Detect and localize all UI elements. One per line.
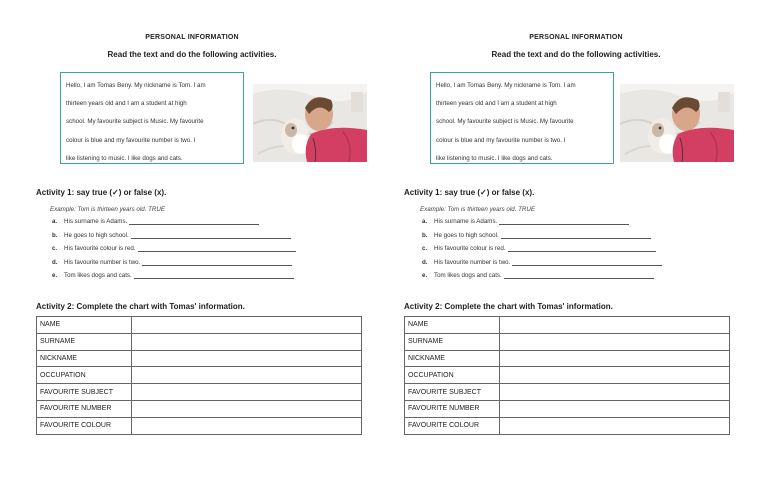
list-item bbox=[422, 245, 722, 259]
answer-line[interactable] bbox=[504, 272, 654, 279]
item-text: His surname is Adams. bbox=[434, 218, 498, 225]
chart-answer-cell[interactable] bbox=[500, 384, 730, 401]
chart-answer-cell[interactable] bbox=[500, 317, 730, 334]
answer-line[interactable] bbox=[138, 245, 296, 252]
chart-label: NAME bbox=[405, 317, 500, 334]
list-item bbox=[52, 272, 352, 286]
list-item bbox=[422, 218, 722, 232]
photo-image bbox=[253, 84, 367, 162]
activity1-title: Activity 1: say true (✓) or false (x). bbox=[36, 188, 167, 197]
item-letter: c. bbox=[52, 245, 58, 253]
chart-answer-cell[interactable] bbox=[132, 367, 362, 384]
worksheet-page-right bbox=[384, 0, 768, 484]
chart-label: SURNAME bbox=[405, 333, 500, 350]
table-row bbox=[405, 350, 730, 367]
item-letter: a. bbox=[52, 218, 58, 225]
table-row bbox=[37, 417, 362, 434]
item-letter: d. bbox=[422, 258, 428, 266]
reading-text-line: Hello, I am Tomas Beny. My nickname is Tom. I am bbox=[66, 82, 206, 89]
chart-label: FAVOURITE NUMBER bbox=[37, 400, 132, 417]
chart-answer-cell[interactable] bbox=[132, 333, 362, 350]
instructions: Read the text and do the following activities. bbox=[491, 50, 661, 59]
item-letter: e. bbox=[422, 272, 428, 280]
answer-line[interactable] bbox=[142, 259, 292, 266]
item-text: His favourite colour is red. bbox=[64, 245, 136, 253]
reading-text-line: colour is blue and my favourite number is two. I bbox=[66, 136, 196, 144]
list-item bbox=[52, 245, 352, 259]
table-row bbox=[37, 317, 362, 334]
list-item bbox=[52, 259, 352, 273]
chart-label: NICKNAME bbox=[405, 350, 500, 367]
chart-label: OCCUPATION bbox=[405, 367, 500, 384]
chart-answer-cell[interactable] bbox=[500, 350, 730, 367]
item-text: Tom likes dogs and cats. bbox=[434, 272, 502, 280]
answer-line[interactable] bbox=[512, 259, 662, 266]
chart-label: OCCUPATION bbox=[37, 367, 132, 384]
photo-boy-with-dog bbox=[620, 84, 734, 162]
answer-line[interactable] bbox=[508, 245, 656, 252]
activity1-items bbox=[52, 218, 352, 286]
table-row bbox=[37, 384, 362, 401]
item-letter: b. bbox=[422, 231, 428, 239]
item-letter: d. bbox=[52, 258, 58, 266]
information-chart bbox=[404, 316, 730, 435]
activity1-example: Example: Tom is thirteen years old. TRUE bbox=[420, 206, 535, 213]
chart-label: FAVOURITE SUBJECT bbox=[37, 384, 132, 401]
chart-answer-cell[interactable] bbox=[500, 367, 730, 384]
reading-text-line: colour is blue and my favourite number is two. I bbox=[436, 136, 566, 144]
chart-label: FAVOURITE SUBJECT bbox=[405, 384, 500, 401]
chart-answer-cell[interactable] bbox=[132, 400, 362, 417]
item-text: His surname is Adams. bbox=[64, 218, 128, 225]
chart-answer-cell[interactable] bbox=[132, 417, 362, 434]
answer-line[interactable] bbox=[501, 232, 651, 239]
page-title: PERSONAL INFORMATION bbox=[145, 34, 239, 41]
chart-label: FAVOURITE NUMBER bbox=[405, 400, 500, 417]
photo-boy-with-dog bbox=[253, 84, 367, 162]
table-row bbox=[405, 317, 730, 334]
table-row bbox=[405, 384, 730, 401]
reading-text-line: Hello, I am Tomas Beny. My nickname is Tom. I am bbox=[436, 82, 576, 89]
chart-answer-cell[interactable] bbox=[500, 400, 730, 417]
chart-answer-cell[interactable] bbox=[132, 384, 362, 401]
list-item bbox=[52, 232, 352, 246]
list-item bbox=[52, 218, 352, 232]
table-row bbox=[37, 367, 362, 384]
table-row bbox=[37, 400, 362, 417]
chart-answer-cell[interactable] bbox=[132, 317, 362, 334]
activity2-title: Activity 2: Complete the chart with Tomas' information. bbox=[404, 302, 613, 311]
list-item bbox=[422, 259, 722, 273]
reading-text-line: school. My favourite subject is Music. My favourite bbox=[66, 118, 204, 126]
chart-label: FAVOURITE COLOUR bbox=[37, 417, 132, 434]
table-row bbox=[405, 417, 730, 434]
reading-text-line: thirteen years old and I am a student at high bbox=[436, 100, 557, 108]
reading-text-line: thirteen years old and I am a student at high bbox=[66, 100, 187, 108]
answer-line[interactable] bbox=[499, 218, 629, 225]
item-text: He goes to high school. bbox=[434, 231, 499, 239]
chart-label: NAME bbox=[37, 317, 132, 334]
activity1-example: Example: Tom is thirteen years old. TRUE bbox=[50, 206, 165, 213]
answer-line[interactable] bbox=[131, 232, 291, 239]
instructions: Read the text and do the following activities. bbox=[107, 50, 277, 59]
list-item bbox=[422, 272, 722, 286]
item-text: His favourite number is two. bbox=[64, 258, 141, 266]
item-text: He goes to high school. bbox=[64, 231, 129, 239]
item-letter: b. bbox=[52, 231, 58, 239]
item-letter: c. bbox=[422, 245, 428, 253]
activity1-title: Activity 1: say true (✓) or false (x). bbox=[404, 188, 535, 197]
table-row bbox=[37, 333, 362, 350]
reading-text-line: school. My favourite subject is Music. My favourite bbox=[436, 118, 574, 126]
item-text: His favourite number is two. bbox=[434, 258, 511, 266]
chart-answer-cell[interactable] bbox=[132, 350, 362, 367]
activity1-items bbox=[422, 218, 722, 286]
reading-text-box bbox=[60, 72, 244, 164]
chart-label: NICKNAME bbox=[37, 350, 132, 367]
chart-label: SURNAME bbox=[37, 333, 132, 350]
chart-label: FAVOURITE COLOUR bbox=[405, 417, 500, 434]
table-row bbox=[405, 333, 730, 350]
item-letter: e. bbox=[52, 272, 58, 280]
chart-answer-cell[interactable] bbox=[500, 333, 730, 350]
answer-line[interactable] bbox=[134, 272, 294, 279]
information-chart bbox=[36, 316, 362, 435]
table-row bbox=[405, 400, 730, 417]
photo-image bbox=[620, 84, 734, 162]
item-letter: a. bbox=[422, 218, 428, 225]
list-item bbox=[422, 232, 722, 246]
item-text: Tom likes dogs and cats. bbox=[64, 272, 132, 280]
reading-text-line: like listening to music. I like dogs and cats. bbox=[436, 154, 553, 162]
page-title: PERSONAL INFORMATION bbox=[529, 34, 623, 41]
reading-text-line: like listening to music. I like dogs and cats. bbox=[66, 154, 183, 162]
table-row bbox=[37, 350, 362, 367]
table-row bbox=[405, 367, 730, 384]
reading-text-box bbox=[430, 72, 614, 164]
item-text: His favourite colour is red. bbox=[434, 245, 506, 253]
answer-line[interactable] bbox=[129, 218, 259, 225]
activity2-title: Activity 2: Complete the chart with Tomas' information. bbox=[36, 302, 245, 311]
chart-answer-cell[interactable] bbox=[500, 417, 730, 434]
